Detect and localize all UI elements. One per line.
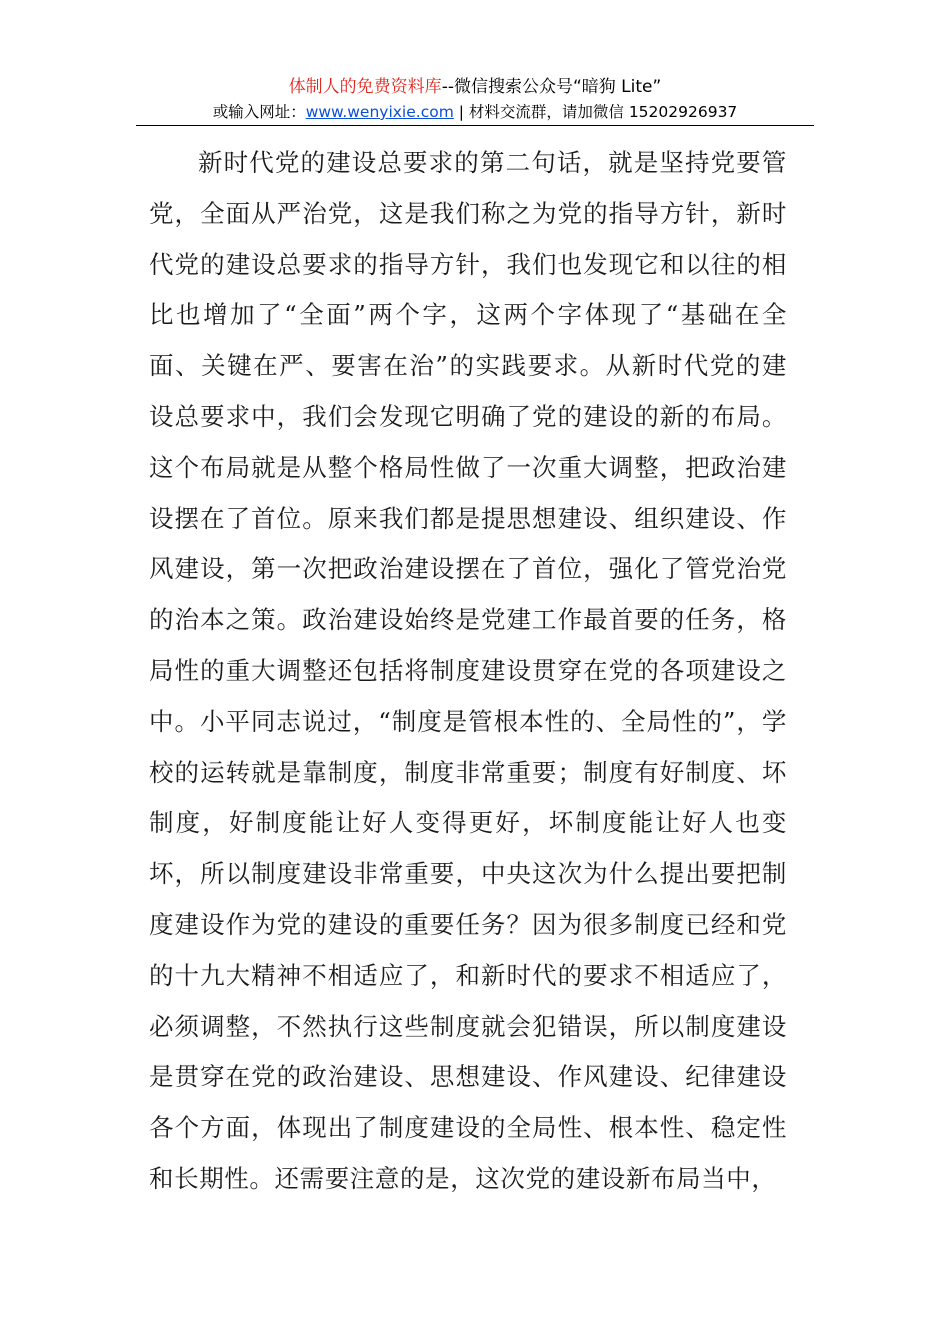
header-tagline: --微信搜索公众号“暗狗 Lite” — [441, 77, 662, 97]
page-header — [136, 74, 814, 124]
header-separator: | — [453, 103, 469, 121]
body-paragraph: 新时代党的建设总要求的第二句话，就是坚持党要管党，全面从严治党，这是我们称之为党的指导方针，新时代党的建设总要求的指导方针，我们也发现它和以往的相比也增加了“全面”两个字，这两个字体现了“基础在全面、关键在严、要害在治”的实践要求。从新时代党的建设总要求中，我们会发现它明确了党的建设的新的布局。这个布局就是从整个格局性做了一次重大调整，把政治建设摆在了首位。原来我们都是提思想建设、组织建设、作风建设，第一次把政治建设摆在了首位，强化了管党治党的治本之策。政治建设始终是党建工作最首要的任务，格局性的重大调整还包括将制度建设贯穿在党的各项建设之中。小平同志说过，“制度是管根本性的、全局性的”，学校的运转就是靠制度，制度非常重要；制度有好制度、坏制度，好制度能让好人变得更好，坏制度能让好人也变坏，所以制度建设非常重要，中央这次为什么提出要把制度建设作为党的建设的重要任务？因为很多制度已经和党的十九大精神不相适应了，和新时代的要求不相适应了，必须调整，不然执行这些制度就会犯错误，所以制度建设是贯穿在党的政治建设、思想建设、作风建设、纪律建设各个方面，体现出了制度建设的全局性、根本性、稳定性和长期性。还需要注意的是，这次党的建设新布局当中， — [149, 148, 787, 1193]
header-contact-line — [136, 100, 814, 124]
header-title-line — [136, 74, 814, 100]
header-divider — [136, 125, 814, 126]
website-link[interactable]: www.wenyixie.com — [305, 103, 454, 121]
url-prefix: 或输入网址： — [212, 103, 306, 121]
contact-text: 材料交流群，请加微信 15202926937 — [468, 103, 738, 121]
brand-title: 体制人的免费资料库 — [288, 77, 442, 97]
